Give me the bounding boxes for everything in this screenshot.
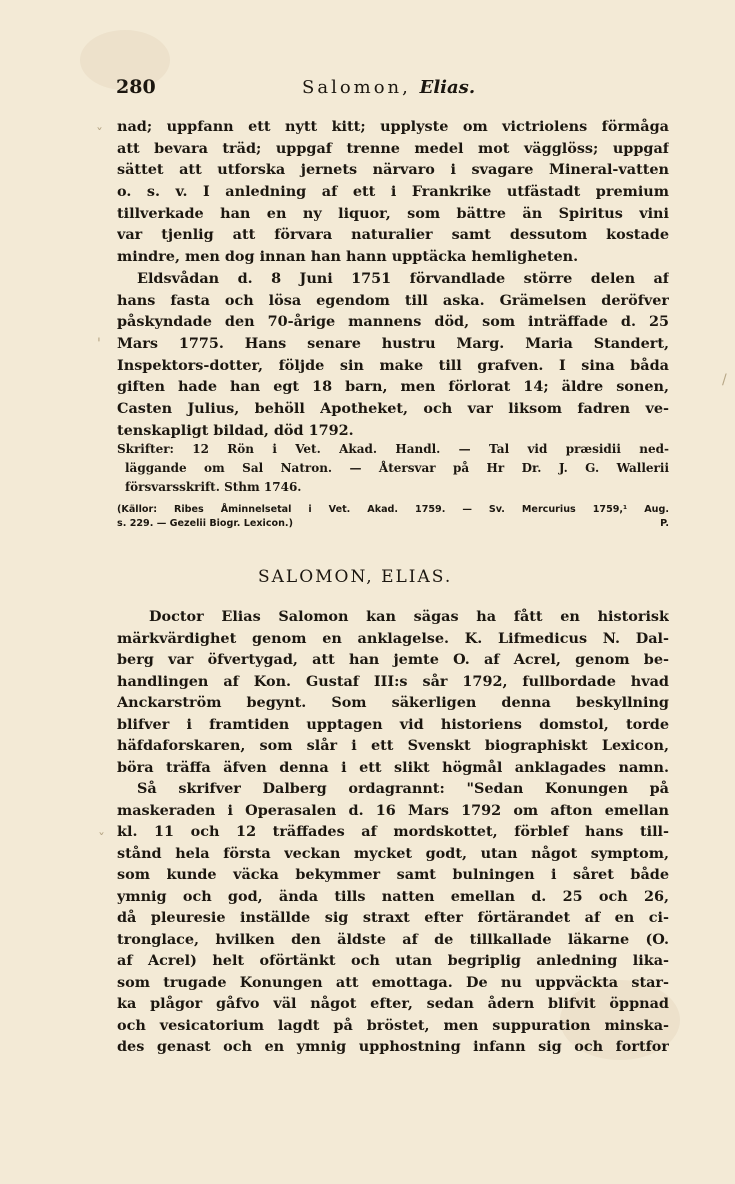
bibliography [117, 440, 669, 497]
sources-line: (Källor: Ribes Åminnelsetal i Vet. Akad. 1759. — Sv. Mercurius 1759,¹ Aug. [117, 504, 669, 515]
text-line: mindre, men dog innan han hann upptäcka hemligheten. [117, 248, 579, 266]
text-line: tillverkade han en ny liquor, som bättre än Spiritus vini [117, 204, 669, 222]
sources-text: s. 229. — Gezelii Biogr. Lexicon.) [117, 518, 293, 529]
bibliography-line [117, 440, 669, 459]
text-line: häfdaforskaren, som slår i ett Svenskt biographiskt Lexicon, [117, 737, 669, 754]
text-line: des genast och en ymnig upphostning infann sig och fortfor [117, 1038, 669, 1055]
text-line: påskyndade den 70-årige mannens död, som inträffade d. 25 [117, 313, 669, 331]
text-line: handlingen af Kon. Gustaf III:s sår 1792, fullbordade hvad [117, 672, 669, 690]
margin-tick: ' [97, 336, 101, 352]
running-head-name: Salomon, [302, 77, 411, 98]
text-line: var tjenlig att förvara naturalier samt dessutom kostade [117, 226, 669, 244]
bibliography-item: 12 Rön i Vet. Akad. Handl. — Tal vid præsidii ned- [192, 442, 669, 456]
body-text-2 [117, 606, 669, 1058]
text-line: kl. 11 och 12 träffades af mordskottet, förblef hans till- [117, 823, 669, 840]
text-line: ymnig och god, ända tills natten emellan d. 25 och 26, [117, 887, 669, 905]
author-signature: P. [660, 518, 669, 529]
text-line: Inspektors-dotter, följde sin make till grafven. I sina båda [117, 356, 669, 374]
text-line: som kunde väcka bekymmer samt bulningen i såret både [117, 866, 669, 883]
text-line: nad; uppfann ett nytt kitt; upplyste om victriolens förmåga [117, 118, 669, 135]
text-line: Doctor Elias Salomon kan sägas ha fått en historisk [149, 608, 669, 625]
page-number: 280 [116, 76, 156, 98]
text-line: tronglace, hvilken den äldste af de tillkallade läkarne (O. [117, 930, 669, 948]
margin-tick: ˇ [98, 832, 105, 848]
running-head-italic: Elias. [419, 77, 476, 98]
section-title: SALOMON, ELIAS. [258, 567, 453, 587]
text-line: tenskapligt bildad, död 1792. [117, 421, 354, 439]
bibliography-line: försvarsskrift. Sthm 1746. [125, 480, 302, 494]
text-line: ka plågor gåfvo väl något efter, sedan ådern blifvit öppnad [117, 995, 669, 1012]
text-line: blifver i framtiden upptagen vid historiens domstol, torde [117, 715, 669, 733]
text-line: af Acrel) helt oförtänkt och utan begriplig anledning lika- [117, 952, 669, 969]
text-line: att bevara träd; uppgaf trenne medel mot vägglöss; uppgaf [117, 139, 669, 157]
text-line: sättet att utforska jernets närvaro i svagare Mineral-vatten [117, 161, 669, 179]
text-line: berg var öfvertygad, att han jemte O. af Acrel, genom be- [117, 651, 669, 668]
text-line: och vesicatorium lagdt på bröstet, men suppuration minska- [117, 1016, 669, 1034]
bibliography-line: läggande om Sal Natron. — Återsvar på Hr Dr. J. G. Wallerii [125, 461, 669, 475]
text-line: Anckarström begynt. Som säkerligen denna beskyllning [117, 694, 669, 711]
margin-tick: / [722, 372, 727, 388]
text-line: böra träffa äfven denna i ett slikt högmål anklagades namn. [117, 758, 669, 776]
text-line: o. s. v. I anledning af ett i Frankrike utfästadt premium [117, 183, 669, 201]
text-line: Så skrifver Dalberg ordagrannt: "Sedan Konungen på [137, 780, 669, 797]
text-line: giften hade han egt 18 barn, men förlorat 14; äldre sonen, [117, 378, 669, 396]
text-line: Eldsvådan d. 8 Juni 1751 förvandlade större delen af [137, 269, 669, 287]
sources [117, 503, 669, 531]
text-line: maskeraden i Operasalen d. 16 Mars 1792 om afton emellan [117, 801, 669, 819]
text-line: stånd hela första veckan mycket godt, utan något symptom, [117, 844, 669, 862]
sources-line [117, 517, 669, 531]
body-text-1 [117, 116, 669, 441]
text-line: märkvärdighet genom en anklagelse. K. Lifmedicus N. Dal- [117, 629, 669, 647]
text-line: Mars 1775. Hans senare hustru Marg. Maria Standert, [117, 334, 669, 352]
text-line: hans fasta och lösa egendom till aska. Grämelsen deröfver [117, 291, 669, 309]
text-line: som trugade Konungen att emottaga. De nu uppväckta star- [117, 973, 669, 991]
margin-tick: ˇ [96, 127, 103, 143]
running-head [302, 77, 475, 98]
text-line: Casten Julius, behöll Apotheket, och var liksom fadren ve- [117, 399, 669, 417]
text-line: då pleuresie inställde sig straxt efter förtärandet af en ci- [117, 909, 669, 926]
page-header [116, 76, 676, 102]
bibliography-label: Skrifter: [117, 442, 174, 456]
